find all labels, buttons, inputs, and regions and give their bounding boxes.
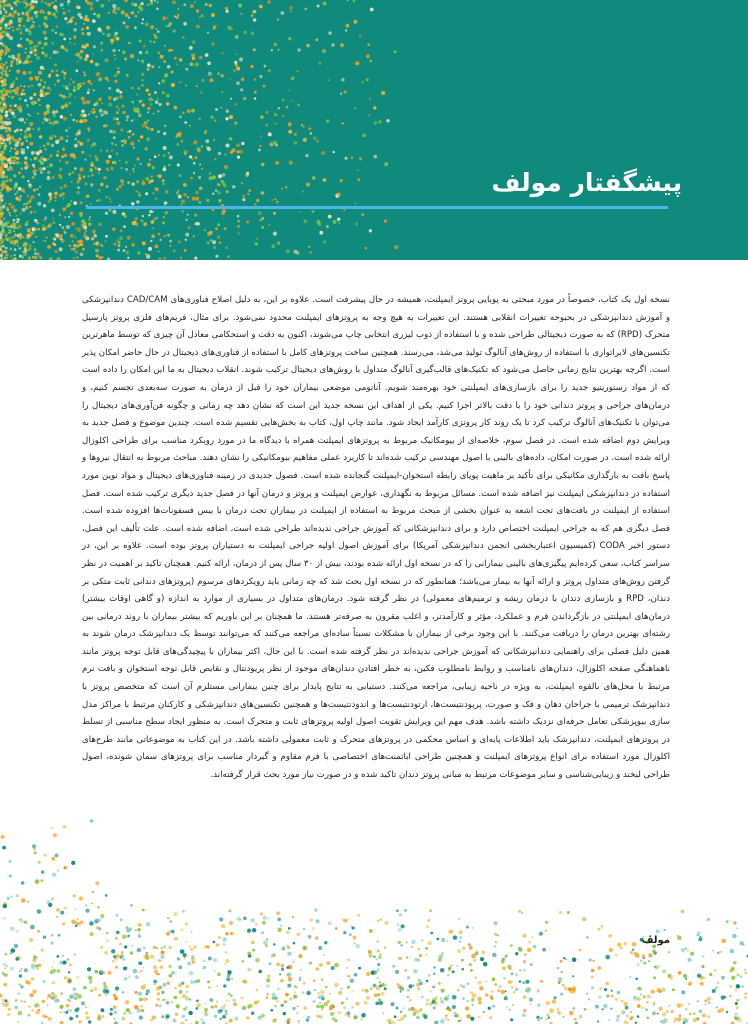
title-underline: [86, 206, 668, 209]
author-signature: مولف: [641, 935, 670, 946]
preface-paragraph: نسخه اول یک کتاب، خصوصاً در مورد مبحثی به پویایی پروتز ایمپلنت، همیشه در حال پیشرفت است. علاوه بر این، به دلیل اصلاح فناوری‌های CAD/CAM دندانپزشکی و آموزش دندانپزشکی در بحبوحه تغییرات انقلابی هستند. این تغییرات به هیچ وجه به پروتزهای ایمپلنت محدود نمی‌شود. برای مثال، فریم‌های فلزی پروتز پارسیل متحرک (RPD) که به صورت دیجیتالی طراحی شده و با استفاده از ذوب لیزری انتخابی چاپ می‌شوند، اکنون به دقت و استحکامی معادل آن چیزی که توسط ماهرترین تکنسین‌های لابراتواری با استفاده از روش‌های آنالوگ تولید می‌شد، می‌رسند. همچنین ساخت پروتزهای کامل با استفاده از فناوری‌های دیجیتال در حال حاضر امکان پذیر است. اگرچه بهترین نتایج زمانی حاصل می‌شود که تکنیک‌های قالب‌گیری آنالوگ متداول با روش‌های دیجیتال ترکیب شوند. انقلاب دیجیتال به ما این امکان را داده است که از مواد رستوریتیو جدید را برای بازسازی‌های ایمپلنتی خود بهره‌مند شویم. آناتومی موضعی بیماران خود را قبل از درمان به صورت سه‌بعدی تجسم کنیم، و درمان‌های جراحی و پروتز دندانی خود را با دقت بالاتر اجرا کنیم. یکی از اهداف این نسخه جدید این است که نشان دهد چه زمانی و چگونه فن‌آوری‌های دیجیتال را می‌توان با تکنیک‌های آنالوگ ترکیب کرد تا یک روند کار پروتزی کارآمد ایجاد شود. مانند چاپ اول، کتاب به بخش‌هایی تقسیم شده است. چندین موضوع و فصل جدید به ویرایش دوم اضافه شده است. در فصل سوم، خلاصه‌ای از بیومکانیک مربوط به پروتزهای ایمپلنت همراه با دیدگاه ما در مورد رویکرد مناسب برای طراحی اکلوزال ارائه شده است. در صورت امکان، داده‌های بالینی با اصول مهندسی ترکیب شده‌اند تا کاربرد عملی مفاهیم بیومکانیکی را نشان دهند. مباحث مربوط به انتقال نیروها و پاسخ بافت به بارگذاری مکانیکی برای تأکید بر ماهیت پویای رابطه استخوان-ایمپلنت گنجانده شده است. فصول جدیدی در زمینه فناوری‌های دیجیتال و مواد نوین مورد استفاده در دندانپزشکی ایمپلنت نیز اضافه شده است. مسائل مربوط به نگهداری، عوارض ایمپلنت و پروتز و درمان آنها در فصل جدید دیگری ترکیب شده است. فصل استفاده از ایمپلنت در بافت‌های تحت اشعه به عنوان بخشی از مبحث مربوط به استفاده از ایمپلنت در بیماران تحت درمان با بیس فسفونات‌ها افزوده شده است. فصل دیگری هم که به جراحی ایمپلنت اختصاص دارد و برای دندانپزشکانی که آموزش جراحی ندیده‌اند طراحی شده است، اضافه شده است. علت تألیف این فصل، دستور اخیر CODA (کمیسیون اعتباربخشی انجمن دندانپزشکی آمریکا) برای آموزش اصول اولیه جراحی ایمپلنت به دستیاران پروتز بوده است. علاوه بر این، در سراسر کتاب، سعی کرده‌ایم پیگیری‌های بالینی بیمارانی را که در نسخه اول ارائه شده بودند، بیش از ۳۰ سال پس از درمان، ارائه کنیم. همچنان تاکید بر اهمیت در نظر گرفتن روش‌های متداول پروتز و ارائه آنها به بیمار می‌باشد؛ همانطور که در نسخه اول بحث شد که چه زمانی باید رویکردهای مرسوم (پروتزهای دندانی ثابت متکی بر دندان، RPD و بازسازی دندان با درمان ریشه و ترمیم‌های معمولی) در نظر گرفته شود. درمان‌های متداول در بسیاری از موارد به اندازه (و گاهی اوقات بیشتر) درمان‌های ایمپلنتی در بازگرداندن فرم و عملکرد، مؤثر و کارآمدتر، و اغلب مقرون به صرفه‌تر هستند. ما همچنان بر این باوریم که بیشتر بیماران با روند درمانی بین رشته‌ای بهترین درمان را دریافت می‌کنند. با این وجود برخی از بیماران با مشکلات نسبتاً ساده‌ای مراجعه می‌کنند که می‌توانند توسط یک دندانپزشک درمان شوند به همین دلیل فصلی برای راهنمایی دندانپزشکانی که آموزش جراحی ندیده‌اند در نظر گرفته شده است. با این حال، اکثر بیماران با پیچیدگی‌های قابل توجه پروتز مانند ناهماهنگی صفحه اکلوزال، دندان‌های نامناسب و روابط نامطلوب فکین، به خطر افتادن دندان‌های موجود از نظر پریودنتال و نقایص قابل توجه استخوان و بافت نرم مرتبط با محل‌های بالقوه ایمپلنت، به ویژه در ناحیه زیبایی، مراجعه می‌کنند. دستیابی به نتایج پایدار برای چنین بیمارانی مستلزم آن است که متخصص پروتز یا دندانپزشک ترمیمی با جراحان دهان و فک و صورت، پریودنتیست‌ها، ارتودنتیست‌ها و اندودنتیست‌ها و همچنین تکنسین‌های دندانپزشکی و کارکنان مرتبط با مراکز مدل سازی بیوپزشکی تعامل حرفه‌ای نزدیک داشته باشد. هدف مهم این ویرایش تقویت اصول اولیه پروتزهای ثابت و متحرک است. به منظور ایجاد سطح مناسبی از تسلط در پروتزهای ایمپلنت، دندانپزشک باید اطلاعات پایه‌ای و اساس محکمی در پروتزهای متحرک و ثابت معمولی داشته باشد. در این کتاب به موضوعاتی مانند طرح‌های اکلوزال مورد استفاده برای انواع پروتزهای ایمپلنت و همچنین طراحی اباتمنت‌های اختصاصی با فرم مقاوم و گیردار مناسب برای پروتزهای سمان شونده، اصول طراحی لبخند و زیبایی‌شناسی و سایر موضوعات مرتبط به مبانی پروتز دندان تاکید شده و در صورت نیاز مورد بحث قرار گرفته‌اند.: [82, 295, 671, 781]
header-dot-pattern: [0, 0, 748, 260]
page-title: پیشگفتار مولف: [491, 168, 682, 197]
preface-body: [82, 292, 670, 785]
header-banner: [0, 0, 748, 260]
footer-dot-pattern: [0, 790, 748, 1024]
